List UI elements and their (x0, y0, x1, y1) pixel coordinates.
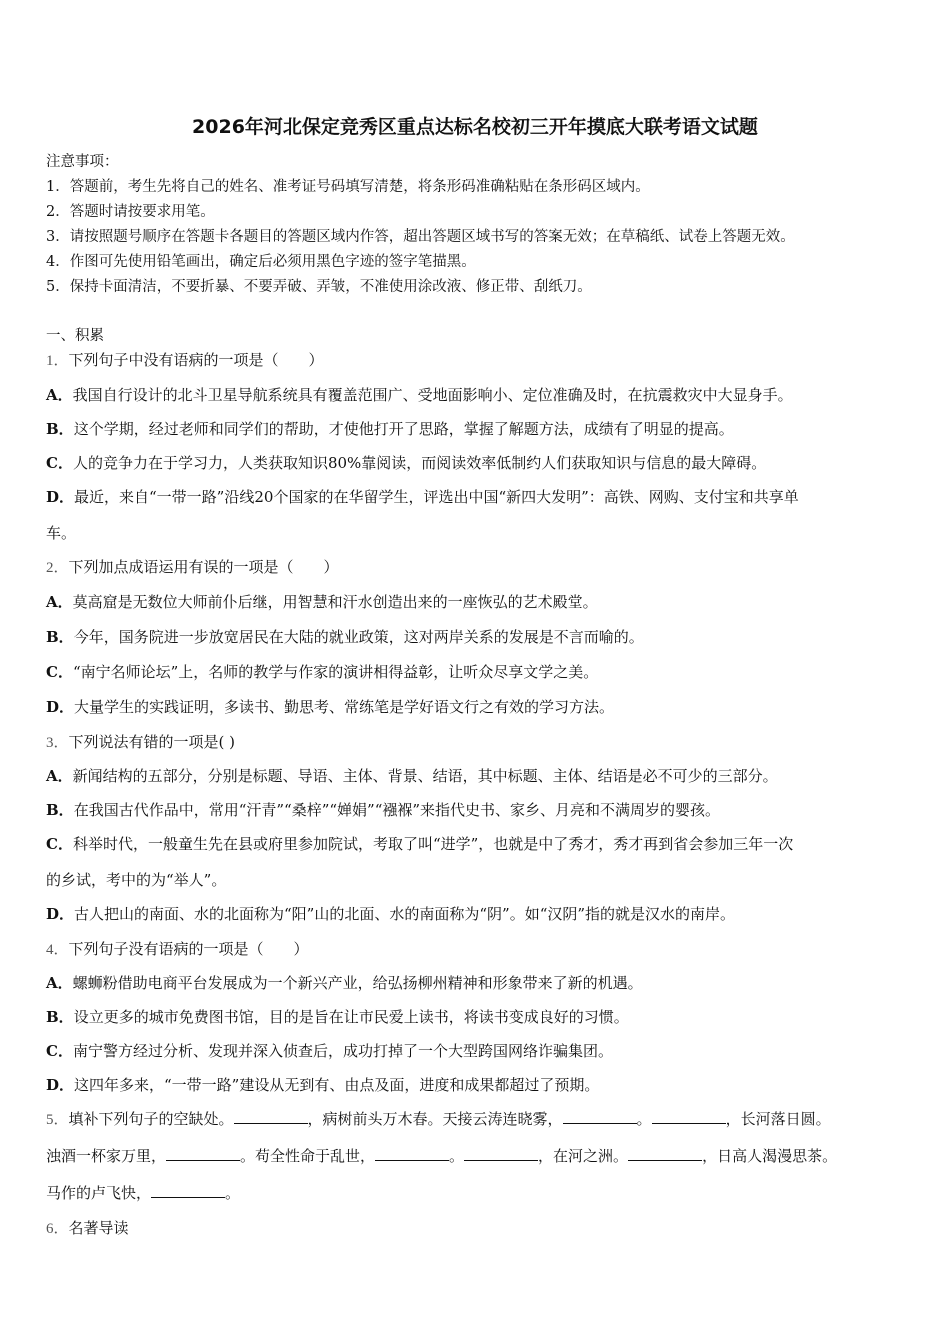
question-text: ，日高人渴漫思茶。 (702, 1147, 838, 1165)
option-a (46, 592, 598, 612)
option-label: B． (46, 420, 74, 438)
question-5-line-3 (46, 1183, 240, 1203)
question-stem: 下列加点成语运用有误的一项是（ ） (68, 558, 339, 576)
option-a (46, 973, 643, 993)
question-stem: 下列说法有错的一项是( ) (68, 733, 235, 751)
option-label: A． (46, 767, 73, 785)
option-text: 南宁警方经过分析、发现并深入侦查后，成功打掉了一个大型跨国网络诈骗集团。 (72, 1042, 613, 1060)
option-label: B． (46, 1008, 74, 1026)
option-text: 在我国古代作品中，常用“汗青”“桑梓”“婵娟”“襁褓”来指代史书、家乡、月亮和不满周岁的婴孩。 (73, 801, 721, 819)
question-number: 4． (46, 942, 69, 958)
option-continuation: 的乡试，考中的为“举人”。 (46, 871, 227, 889)
section-heading: 一、积累 (46, 328, 104, 344)
answer-blank[interactable] (563, 1109, 637, 1124)
option-text: 科举时代，一般童生先在县或府里参加院试，考取了叫“进学”，也就是中了秀才，秀才再到省会参加三年一次 (72, 835, 794, 853)
answer-blank[interactable] (652, 1109, 726, 1124)
option-c (46, 662, 598, 682)
question-5-line-2 (46, 1146, 837, 1166)
question-5 (46, 1109, 831, 1130)
option-a (46, 385, 793, 405)
option-text: 大量学生的实践证明，多读书、勤思考、常练笔是学好语文行之有效的学习方法。 (74, 698, 615, 716)
option-text: “南宁名师论坛”上，名师的教学与作家的演讲相得益彰，让听众尽享文学之美。 (72, 663, 599, 681)
question-text: 马作的卢飞快， (46, 1184, 152, 1202)
option-label: A． (46, 974, 73, 992)
question-4 (46, 939, 309, 960)
answer-blank[interactable] (628, 1146, 702, 1161)
option-text: 今年，国务院进一步放宽居民在大陆的就业政策，这对两岸关系的发展是不言而喻的。 (73, 628, 644, 646)
option-label: C． (46, 1042, 73, 1060)
option-b (46, 627, 644, 647)
option-label: D． (46, 905, 75, 923)
question-3 (46, 732, 235, 753)
answer-blank[interactable] (151, 1183, 225, 1198)
answer-blank[interactable] (234, 1109, 308, 1124)
option-text: 人的竞争力在于学习力，人类获取知识80%靠阅读，而阅读效率低制约人们获取知识与信息的最大障碍。 (72, 454, 767, 472)
option-label: D． (46, 488, 75, 506)
question-text: ，病树前头万木春。天接云涛连晓雾， (307, 1110, 563, 1128)
question-text: ，长河落日圆。 (725, 1110, 831, 1128)
question-number: 3． (46, 735, 69, 751)
option-c (46, 834, 793, 854)
question-number: 1． (46, 353, 69, 369)
option-b (46, 1007, 629, 1027)
option-label: A． (46, 386, 73, 404)
question-number: 5． (46, 1112, 69, 1128)
option-b (46, 419, 734, 439)
question-number: 2． (46, 560, 69, 576)
answer-blank[interactable] (375, 1146, 449, 1161)
option-text: 螺蛳粉借助电商平台发展成为一个新兴产业，给弘扬柳州精神和形象带来了新的机遇。 (72, 974, 643, 992)
question-text: 。 (636, 1110, 652, 1128)
option-text: 古人把山的南面、水的北面称为“阳”山的北面、水的南面称为“阴”。如“汉阴”指的就是汉水的南岸。 (74, 905, 736, 923)
question-text: 浊酒一杯家万里， (46, 1147, 167, 1165)
option-c (46, 453, 766, 473)
option-label: D． (46, 1076, 75, 1094)
option-label: B． (46, 801, 74, 819)
question-text: ，在河之洲。 (538, 1147, 629, 1165)
option-text: 莫高窟是无数位大师前仆后继，用智慧和汗水创造出来的一座恢弘的艺术殿堂。 (72, 593, 598, 611)
question-6 (46, 1218, 129, 1239)
option-d (46, 1075, 599, 1095)
notice-item: 2．答题时请按要求用笔。 (46, 204, 215, 220)
option-text: 这四年多来，“一带一路”建设从无到有、由点及面，进度和成果都超过了预期。 (74, 1076, 600, 1094)
option-d (46, 697, 614, 717)
option-label: C． (46, 454, 73, 472)
option-text: 这个学期，经过老师和同学们的帮助，才使他打开了思路，掌握了解题方法，成绩有了明显的提高。 (73, 420, 734, 438)
option-text: 最近，来自“一带一路”沿线20个国家的在华留学生，评选出中国“新四大发明”：高铁、网购、支付宝和共享单 (74, 488, 799, 506)
notice-heading: 注意事项： (46, 154, 119, 170)
question-text: 。 (449, 1147, 465, 1165)
question-text: 。苟全性命于乱世， (240, 1147, 376, 1165)
question-stem: 下列句子中没有语病的一项是（ ） (68, 351, 324, 369)
question-number: 6． (46, 1221, 69, 1237)
notice-item: 3．请按照题号顺序在答题卡各题目的答题区域内作答，超出答题区域书写的答案无效；在草稿纸、试卷上答题无效。 (46, 229, 795, 245)
notice-item: 4．作图可先使用铅笔画出，确定后必须用黑色字迹的签字笔描黑。 (46, 254, 476, 270)
answer-blank[interactable] (464, 1146, 538, 1161)
question-stem: 名著导读 (68, 1219, 129, 1237)
question-text: 填补下列句子的空缺处。 (68, 1110, 234, 1128)
option-text: 我国自行设计的北斗卫星导航系统具有覆盖范围广、受地面影响小、定位准确及时，在抗震救灾中大显身手。 (72, 386, 793, 404)
question-stem: 下列句子没有语病的一项是（ ） (68, 940, 309, 958)
option-text: 设立更多的城市免费图书馆，目的是旨在让市民爱上读书，将读书变成良好的习惯。 (73, 1008, 629, 1026)
option-c (46, 1041, 613, 1061)
option-b (46, 800, 720, 820)
option-label: C． (46, 663, 73, 681)
answer-blank[interactable] (166, 1146, 240, 1161)
option-continuation: 车。 (46, 524, 77, 542)
option-label: A． (46, 593, 73, 611)
question-text: 。 (225, 1184, 241, 1202)
page-title: 2026年河北保定竞秀区重点达标名校初三开年摸底大联考语文试题 (192, 116, 758, 138)
option-label: B． (46, 628, 74, 646)
option-label: C． (46, 835, 73, 853)
option-text: 新闻结构的五部分，分别是标题、导语、主体、背景、结语，其中标题、主体、结语是必不可少的三部分。 (72, 767, 778, 785)
option-d (46, 904, 735, 924)
notice-item: 1．答题前，考生先将自己的姓名、准考证号码填写清楚，将条形码准确粘贴在条形码区域内。 (46, 179, 650, 195)
notice-item: 5．保持卡面清洁，不要折暴、不要弄破、弄皱，不准使用涂改液、修正带、刮纸刀。 (46, 279, 592, 295)
option-d (46, 487, 799, 507)
question-1 (46, 350, 324, 371)
option-label: D． (46, 698, 75, 716)
option-a (46, 766, 778, 786)
question-2 (46, 557, 339, 578)
